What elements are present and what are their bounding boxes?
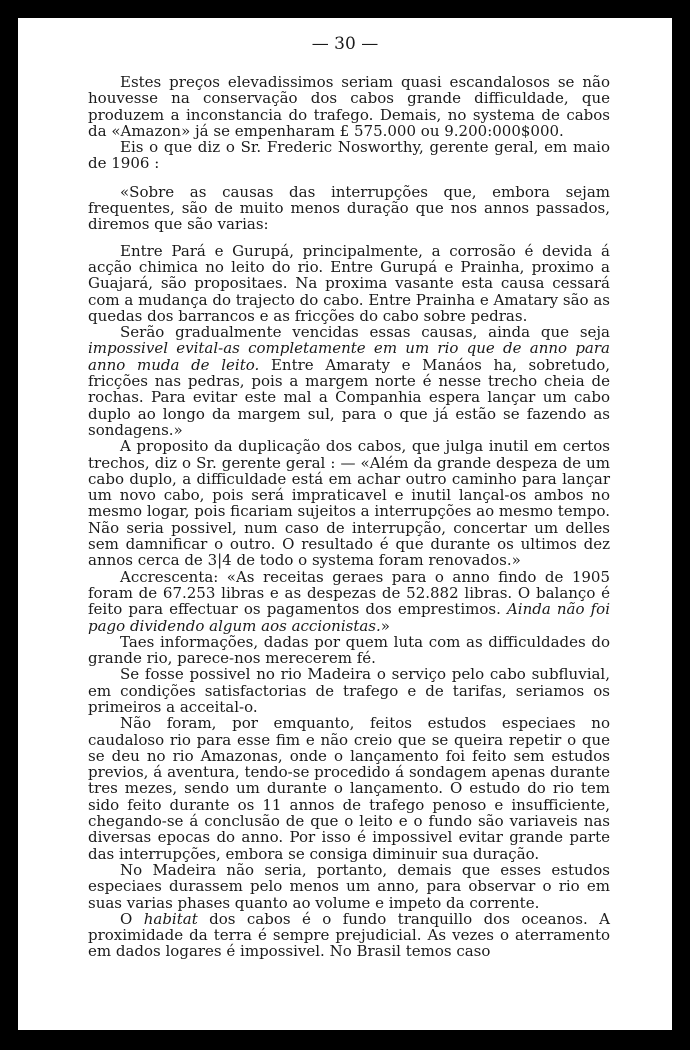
italic-text: impossivel evital-as completamente em um rio que de anno para anno muda de leito. — [88, 339, 610, 374]
paragraph-p8 — [88, 634, 610, 667]
paragraph-p5 — [88, 324, 610, 438]
text-run: Serão gradualmente vencidas essas causas, ainda que seja — [120, 323, 610, 342]
text-run: Se fosse possivel no rio Madeira o serviço pelo cabo subfluvial, em condições satisfactorias de trafego e de tarifas, seriamos os primeiros a acceital-o. — [88, 665, 610, 716]
text-run: No Madeira não seria, portanto, demais que esses estudos especiaes durassem pelo menos um anno, para observar o rio em suas varias phases quanto ao volume e impeto da corrente. — [88, 860, 610, 912]
text-run: O — [120, 909, 144, 928]
paragraph-p10 — [88, 715, 610, 862]
text-run: Entre Pará e Gurupá, principalmente, a corrosão é devida á acção chimica no leito do rio. Entre Gurupá e Prainha, proximo a Guajará, são propositaes. Na proxima vasante esta causa cessará com a mudança do trajecto do cabo. Entre Prainha e Amatary são as quedas dos barrancos e as fricções do cabo sobre pedras. — [88, 241, 610, 325]
text-run: A proposito da duplicação dos cabos, que julga inutil em certos trechos, diz o Sr. gerente geral : — «Além da grande despeza de um cabo duplo, a difficuldade está em achar outro caminho para lançar um novo cabo, pois será impraticavel e inutil lançal-os ambos no mesmo logar, pois ficariam sujeitos a interrupções ao mesmo tempo. Não seria possivel, num caso de interrupção, concertar um delles sem damnificar o outro. O resultado é que durante os ultimos dez annos cerca de 3|4 de todo o systema foram renovados.» — [88, 437, 610, 570]
text-run: «Sobre as causas das interrupções que, embora sejam frequentes, são de muito menos duração que nos annos passados, diremos que são varias: — [88, 182, 610, 234]
document-page — [18, 18, 672, 1030]
paragraph-p4 — [88, 243, 610, 324]
italic-text: habitat — [143, 909, 198, 928]
paragraph-p3 — [88, 184, 610, 233]
text-run: dos cabos é o fundo tranquillo dos oceanos. A proximidade da terra é sempre prejudicial. As vezes o aterramento em dados logares é impossivel. No Brasil temos caso — [88, 909, 610, 961]
text-run: Accrescenta: «As receitas geraes para o anno findo de 1905 foram de 67.253 libras e as despezas de 52.882 libras. O balanço é feito para effectuar os pagamentos dos emprestimos. — [88, 567, 610, 619]
text-run: » — [380, 616, 390, 635]
paragraph-p6 — [88, 438, 610, 568]
paragraph-p9 — [88, 666, 610, 715]
paragraph-p2 — [88, 139, 610, 172]
paragraph-p1 — [88, 74, 610, 139]
text-run: Não foram, por emquanto, feitos estudos especiaes no caudaloso rio para esse fim e não creio que se queira repetir o que se deu no rio Amazonas, onde o lançamento foi feito sem estudos previos, á aventura, tendo-se procedido á sondagem apenas durante tres mezes, sendo um durante o lançamento. O estudo do rio tem sido feito durante os 11 annos de trafego penoso e insufficiente, chegando-se á conclusão de que o leito e o fundo são variaveis nas diversas epocas do anno. Por isso é impossivel evitar grande parte das interrupções, embora se consiga diminuir sua duração. — [88, 714, 610, 863]
text-run: Estes preços elevadissimos seriam quasi escandalosos se não houvesse na conservação dos cabos grande difficuldade, que produzem a inconstancia do trafego. Demais, no systema de cabos da «Amazon» já se empenharam £ 575.000 ou 9.200:000$000. — [88, 73, 610, 140]
italic-text: Ainda não foi pago dividendo algum aos accionistas. — [88, 600, 611, 635]
paragraph-p7 — [88, 569, 610, 634]
text-run: Taes informações, dadas por quem luta com as difficuldades do grande rio, parece-nos merecerem fé. — [88, 632, 610, 668]
paragraph-p11 — [88, 862, 610, 911]
paragraph-p12 — [88, 911, 610, 960]
page-number: — 30 — — [311, 34, 379, 54]
text-run: Eis o que diz o Sr. Frederic Nosworthy, gerente geral, em maio de 1906 : — [88, 138, 610, 173]
text-run: Entre Amaraty e Manáos ha, sobretudo, fricções nas pedras, pois a margem norte é nesse trecho cheia de rochas. Para evitar este mal a Companhia espera lançar um cabo duplo ao longo da margem sul, para o que já estão se fazendo as sondagens.» — [88, 355, 610, 439]
body-text — [88, 74, 610, 960]
